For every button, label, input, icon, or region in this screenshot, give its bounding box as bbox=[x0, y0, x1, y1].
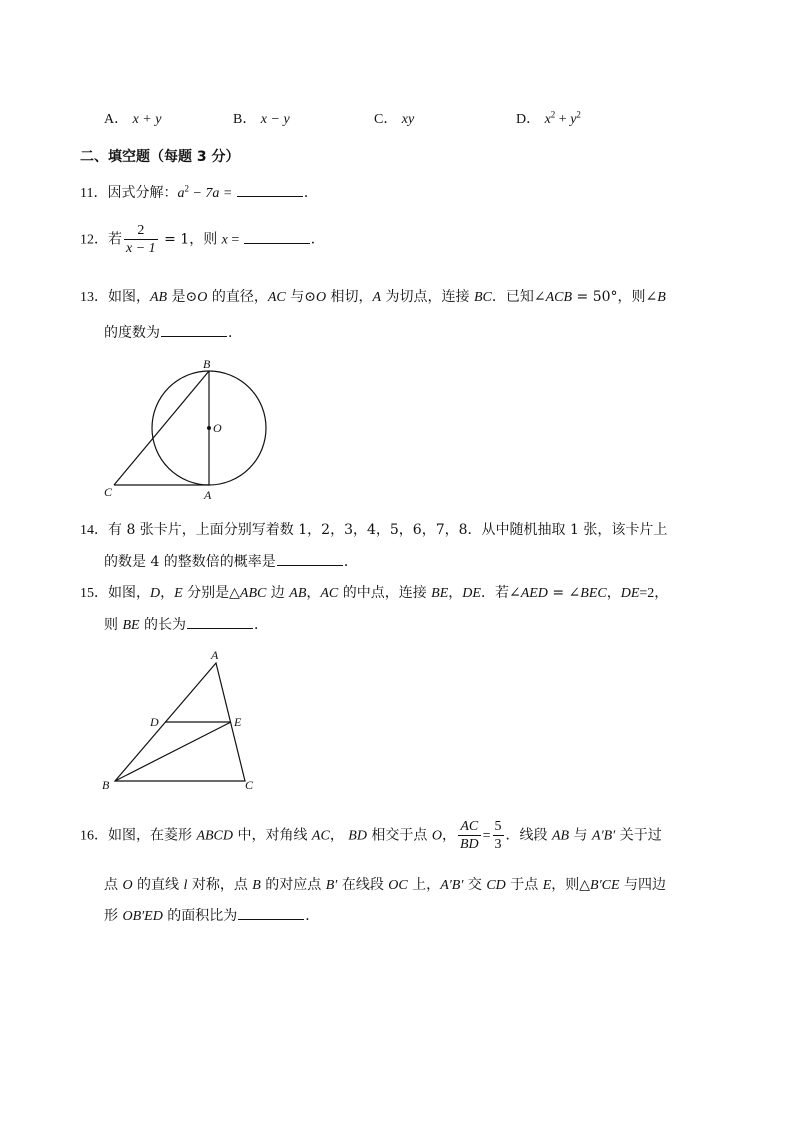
q16-text-7: 与 bbox=[569, 827, 593, 844]
choice-a bbox=[104, 108, 161, 128]
q15-segment-be bbox=[115, 722, 231, 781]
q13-label-a: A bbox=[204, 488, 212, 502]
q15-number: 15． bbox=[80, 586, 108, 601]
q13-o-2: O bbox=[315, 290, 327, 305]
q13-point-a: A bbox=[372, 290, 382, 305]
choice-c-expr: xy bbox=[401, 112, 415, 127]
q16-text-3: ， bbox=[329, 827, 349, 844]
q16-seg-ab: AB bbox=[552, 828, 570, 844]
q13-seg-ab: AB bbox=[150, 290, 168, 305]
q15-text-10: ， bbox=[606, 585, 621, 601]
q16-line2-text-j: 与四边 bbox=[619, 877, 666, 893]
q15-text-6: 的中点，连接 bbox=[338, 585, 432, 601]
q12-x: x bbox=[221, 232, 228, 248]
question-13-line2 bbox=[104, 322, 242, 342]
question-12 bbox=[80, 222, 325, 257]
choice-d bbox=[516, 108, 581, 128]
question-11 bbox=[80, 182, 318, 202]
q11-number: 11． bbox=[80, 186, 108, 201]
q13-text-8: = 50°，则∠ bbox=[572, 289, 658, 305]
q13-text-6: 为切点，连接 bbox=[381, 289, 474, 305]
q15-text-8: ．若∠ bbox=[480, 585, 521, 601]
question-15 bbox=[80, 582, 668, 602]
q13-label-c: C bbox=[104, 485, 113, 499]
q13-o-1: O bbox=[197, 290, 208, 305]
q16-quad-ob1ed: OB′ED bbox=[122, 909, 163, 924]
q15-figure bbox=[95, 645, 265, 797]
q13-label-b: B bbox=[203, 357, 211, 371]
q16-seg-a1b1-2: A′B′ bbox=[440, 878, 464, 893]
q13-seg-ac: AC bbox=[267, 290, 286, 305]
q13-end: ． bbox=[228, 325, 242, 341]
q15-triangle-abc: ABC bbox=[239, 586, 267, 601]
q12-eqs: = bbox=[227, 232, 243, 248]
q16-line2-text-e: 在线段 bbox=[337, 877, 389, 893]
q15-label-d: D bbox=[150, 715, 159, 729]
q16-line2-text-b: 的直线 bbox=[132, 877, 184, 893]
q15-seg-be-2: BE bbox=[122, 618, 140, 633]
q14-end: ． bbox=[343, 554, 358, 570]
q15-angle-bec: BEC bbox=[580, 586, 607, 601]
q13-label-o: O bbox=[213, 421, 222, 435]
q16-rhombus-abcd: ABCD bbox=[196, 828, 234, 844]
q15-text-7: ， bbox=[448, 585, 463, 601]
choice-c bbox=[374, 108, 414, 128]
q15-text-11: =2， bbox=[639, 586, 669, 601]
q13-line2-text: 的度数为 bbox=[104, 325, 160, 341]
q13-segment-bc bbox=[114, 371, 209, 485]
q15-seg-de: DE bbox=[462, 586, 481, 601]
q16-line2-text-c: 对称，点 bbox=[187, 877, 253, 893]
q16-point-b: B bbox=[252, 878, 261, 893]
q16-line2-text-a: 点 bbox=[104, 877, 123, 893]
q15-text-9: = ∠ bbox=[547, 585, 581, 601]
choice-d-plus: + bbox=[555, 112, 571, 127]
choice-c-label: C． bbox=[374, 112, 398, 127]
q16-frac-num: AC bbox=[458, 818, 481, 836]
q15-point-e: E bbox=[174, 586, 183, 601]
q13-center-dot bbox=[207, 426, 211, 430]
q16-point-e: E bbox=[542, 878, 552, 893]
choice-a-label: A． bbox=[104, 112, 129, 127]
q15-angle-aed: AED bbox=[520, 586, 548, 601]
q16-seg-ac: AC bbox=[311, 828, 330, 844]
q15-end: ． bbox=[254, 617, 269, 633]
choice-d-y: y bbox=[570, 112, 577, 127]
q12-text: 若 bbox=[108, 231, 122, 248]
q15-text-1: 如图， bbox=[108, 585, 150, 601]
q13-answer-blank[interactable] bbox=[161, 322, 227, 337]
q15-seg-ac: AC bbox=[320, 586, 339, 601]
q16-number: 16． bbox=[80, 828, 108, 844]
q12-fraction bbox=[124, 222, 158, 257]
q11-answer-blank[interactable] bbox=[237, 182, 303, 197]
choice-d-label: D． bbox=[516, 112, 541, 127]
question-16-line2 bbox=[104, 874, 666, 894]
q16-frac-eq: = bbox=[482, 828, 491, 844]
q15-answer-blank[interactable] bbox=[187, 614, 253, 629]
q15-text-4: 边 bbox=[266, 585, 290, 601]
q16-seg-oc: OC bbox=[388, 878, 408, 893]
q11-exp: 2 bbox=[184, 183, 189, 194]
q13-text-7: ．已知∠ bbox=[491, 289, 546, 305]
q15-line2-text-2: 的长为 bbox=[139, 617, 187, 633]
q15-seg-be: BE bbox=[431, 586, 449, 601]
q16-end: ． bbox=[305, 908, 320, 924]
q11-end: ． bbox=[303, 185, 318, 201]
question-15-line2 bbox=[104, 614, 268, 634]
q13-text-4: 与⊙ bbox=[285, 289, 316, 305]
q15-label-a: A bbox=[211, 648, 219, 662]
q16-text-2: 中，对角线 bbox=[233, 827, 312, 844]
question-16-line3 bbox=[104, 905, 319, 925]
q16-value-den: 3 bbox=[494, 837, 502, 852]
q15-seg-ab: AB bbox=[289, 586, 307, 601]
q11-text: 因式分解： bbox=[107, 185, 178, 201]
choice-b-label: B． bbox=[233, 112, 257, 127]
q12-answer-blank[interactable] bbox=[244, 229, 310, 244]
choice-b bbox=[233, 108, 290, 128]
question-13 bbox=[80, 286, 666, 306]
q11-a: a bbox=[177, 186, 185, 201]
q15-text-2: ， bbox=[160, 585, 175, 601]
question-14-line2 bbox=[104, 551, 358, 571]
choice-d-exp1: 2 bbox=[550, 109, 556, 120]
q14-number: 14． bbox=[80, 523, 108, 538]
q13-seg-bc: BC bbox=[474, 290, 492, 305]
q13-text-1: 如图， bbox=[108, 289, 150, 305]
choice-a-expr: x + y bbox=[132, 112, 162, 127]
q15-point-d: D bbox=[150, 586, 161, 601]
q16-value-fraction bbox=[493, 818, 504, 853]
q14-answer-blank[interactable] bbox=[277, 551, 343, 566]
q13-number: 13． bbox=[80, 290, 108, 305]
q15-text-5: ， bbox=[306, 585, 321, 601]
q13-angle-acb: ACB bbox=[545, 290, 573, 305]
q16-point-o-2: O bbox=[122, 878, 133, 893]
q13-text-5: 相切， bbox=[326, 289, 373, 305]
q16-seg-a1b1: A′B′ bbox=[592, 828, 616, 844]
q16-text-8: 关于过 bbox=[615, 827, 662, 844]
q16-line2-text-d: 的对应点 bbox=[260, 877, 326, 893]
q15-line2-text-1: 则 bbox=[104, 617, 123, 633]
q15-text-3: 分别是△ bbox=[182, 585, 240, 601]
q16-text-5: ， bbox=[441, 827, 456, 844]
q15-label-b: B bbox=[102, 778, 110, 792]
q16-seg-cd: CD bbox=[486, 878, 506, 893]
q16-frac-den: BD bbox=[459, 837, 479, 852]
q14-line1: 有 8 张卡片，上面分别写着数 1，2，3，4，5，6，7，8．从中随机抽取 1 张，该卡片上 bbox=[108, 522, 668, 538]
q13-text-2: 是⊙ bbox=[167, 289, 198, 305]
q16-triangle-b1ce: B′CE bbox=[590, 878, 620, 893]
choice-b-expr: x − y bbox=[260, 112, 290, 127]
q12-end: ． bbox=[310, 231, 325, 248]
choice-d-exp2: 2 bbox=[576, 109, 581, 120]
q12-denominator: x − 1 bbox=[126, 241, 156, 256]
q16-line2-text-h: 于点 bbox=[505, 877, 543, 893]
q16-line2-text-g: 交 bbox=[463, 877, 487, 893]
q13-angle-b: B bbox=[657, 290, 666, 305]
question-16 bbox=[80, 818, 662, 853]
section-title: 二、填空题（每题 3 分） bbox=[80, 149, 240, 165]
q16-point-o: O bbox=[431, 828, 442, 844]
q16-line2-text-i: ，则△ bbox=[551, 877, 591, 893]
q16-line2-text-f: 上， bbox=[407, 877, 441, 893]
q16-value-num: 5 bbox=[494, 819, 502, 834]
question-14 bbox=[80, 519, 667, 539]
q12-number: 12． bbox=[80, 232, 108, 248]
q16-line-l: l bbox=[183, 878, 188, 893]
q16-seg-bd: BD bbox=[348, 828, 367, 844]
q16-line3-text-b: 的面积比为 bbox=[162, 908, 238, 924]
q13-figure bbox=[95, 355, 285, 505]
choice-d-x: x bbox=[544, 112, 551, 127]
q13-text-3: 的直径， bbox=[207, 289, 268, 305]
q14-line2: 的数是 4 的整数倍的概率是 bbox=[104, 554, 276, 570]
q16-text-6: ．线段 bbox=[505, 827, 552, 844]
q16-answer-blank[interactable] bbox=[238, 905, 304, 920]
q16-text-1: 如图，在菱形 bbox=[108, 827, 197, 844]
q16-line3-text-a: 形 bbox=[104, 908, 123, 924]
q15-label-e: E bbox=[234, 715, 242, 729]
q12-eq: = 1，则 bbox=[159, 231, 222, 248]
q16-ratio-fraction bbox=[458, 818, 481, 853]
q12-numerator: 2 bbox=[124, 222, 158, 240]
q16-point-b1: B′ bbox=[325, 878, 338, 893]
q16-text-4: 相交于点 bbox=[366, 827, 432, 844]
q15-label-c: C bbox=[245, 778, 254, 792]
q15-seg-de-2: DE bbox=[620, 586, 640, 601]
q11-rest: − 7a = bbox=[188, 186, 236, 201]
